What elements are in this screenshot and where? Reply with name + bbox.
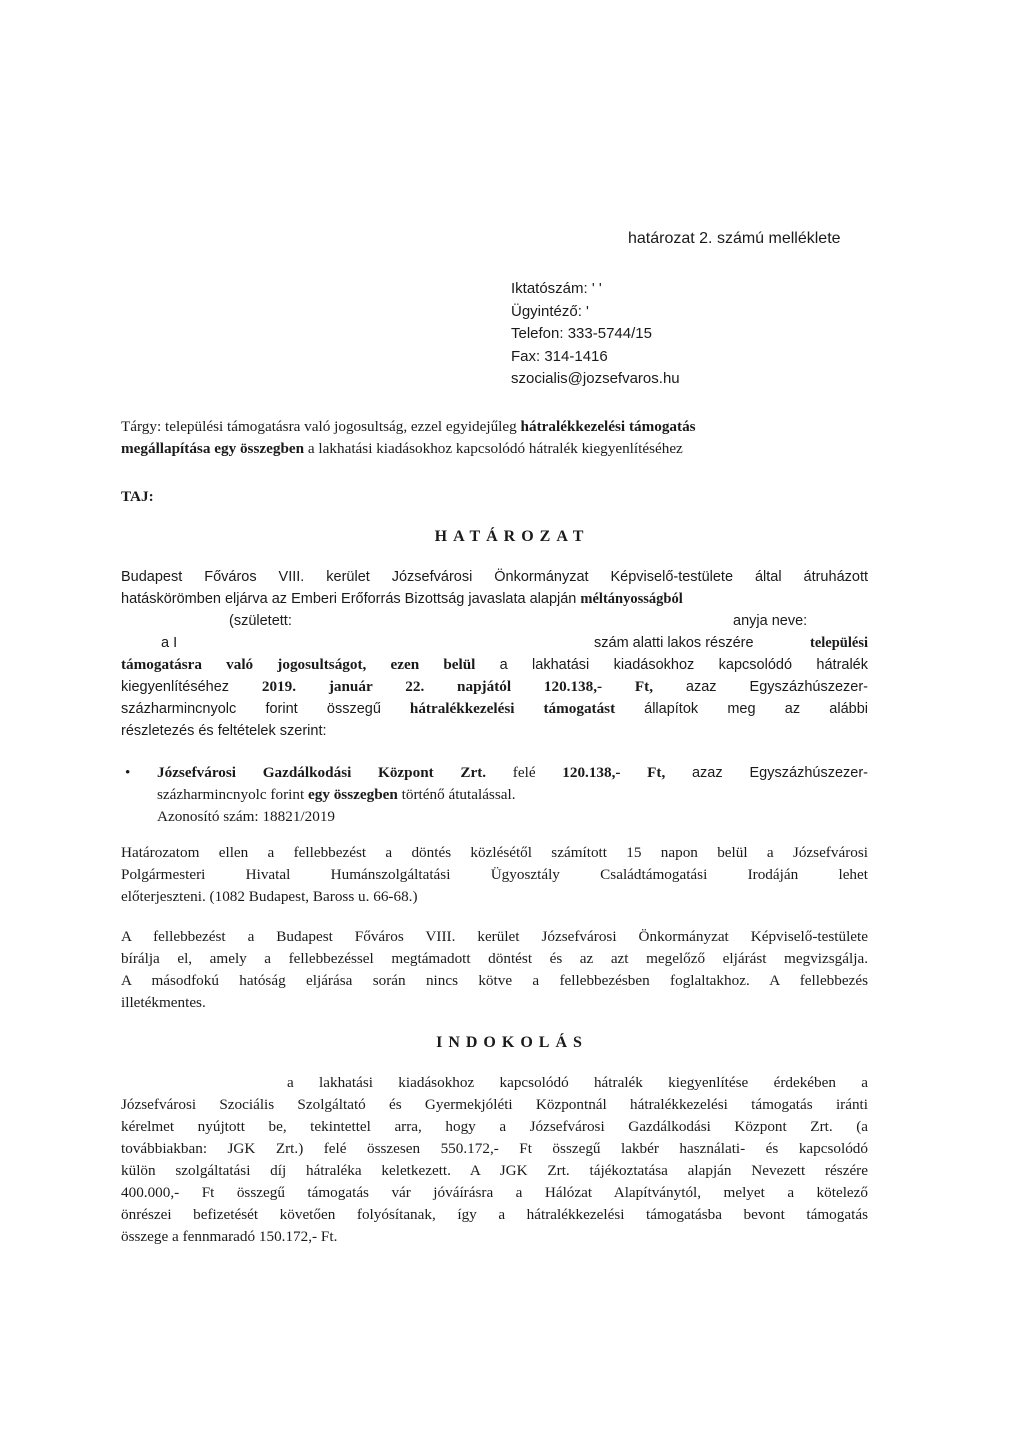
contact-block bbox=[511, 278, 680, 391]
heading-hatarozat: HATÁROZAT bbox=[434, 528, 590, 545]
bullet-icon: • bbox=[125, 764, 131, 781]
payment-item: • Józsefvárosi Gazdálkodási Központ Zrt. felé 120.138,- Ft, azaz Egyszázhúszezer- százharmincnyolc forint egy összegben történő átutalással. Azonosító szám: 18821/2019 bbox=[121, 762, 868, 828]
fax: Fax: 314-1416 bbox=[511, 347, 608, 365]
phone: Telefon: 333-5744/15 bbox=[511, 325, 652, 342]
subject-label: Tárgy: bbox=[121, 418, 162, 435]
subject: Tárgy: települési támogatásra való jogosultság, ezzel egyidejűleg hátralékkezelési támogatás megállapítása egy összegben a lakhatási kiadásokhoz kapcsolódó hátralék kiegyenlítéséhez bbox=[121, 418, 696, 457]
file-number: Iktatószám: ' ' bbox=[511, 280, 602, 297]
appeal-paragraph: Határozatom ellen a fellebbezést a döntés közlésétől számított 15 napon belül a Józsefvárosi Polgármesteri Hivatal Humánszolgáltatási Ügyosztály Családtámogatási Irodáján lehet előterjeszteni. (1082 Budapest, Baross u. 66-68.) bbox=[121, 844, 868, 905]
heading-indoklas: INDOKOLÁS bbox=[436, 1034, 588, 1051]
case-officer: Ügyintéző: ' bbox=[511, 302, 589, 320]
identifier: Azonosító szám: 18821/2019 bbox=[157, 808, 336, 825]
reasoning-paragraph: a lakhatási kiadásokhoz kapcsolódó hátralék kiegyenlítése érdekében a Józsefvárosi Szociális Szolgáltató és Gyermekjóléti Központnál hátralékkezelési támogatás iránti kérelmet nyújtott be, tekintettel arra, hogy a Józsefvárosi Gazdálkodási Központ Zrt. (a továbbiakban: JGK Zrt.) felé összesen 550.172,- Ft összegű lakbér használati- és kapcsolódó külön szolgáltatási díj hátraléka keletkezett. A JGK Zrt. tájékoztatása alapján Nevezett részére 400.000,- Ft összegű támogatás vár jóváírásra a Hálózat Alapítványtól, melyet a kötelező önrészei befizetését követően folyósítanak, így a hátralékkezelési támogatásba bevont támogatás összege a fennmaradó 150.172,- Ft. bbox=[121, 1074, 868, 1245]
taj-label: TAJ: bbox=[121, 488, 154, 505]
appeal-review-paragraph: A fellebbezést a Budapest Főváros VIII. kerület Józsefvárosi Önkormányzat Képviselő-testülete bírálja el, amely a fellebbezéssel megtámadott döntést és az azt megelőző eljárást megvizsgálja. A másodfokú hatóság eljárása során nincs kötve a fellebbezésben foglaltakhoz. A fellebbezés illetékmentes. bbox=[121, 928, 868, 1011]
email: szocialis@jozsefvaros.hu bbox=[511, 370, 680, 387]
decision-paragraph: Budapest Főváros VIII. kerület Józsefvárosi Önkormányzat Képviselő-testülete által átruházott hatáskörömben eljárva az Emberi Erőforrás Bizottság javaslata alapján méltányosságból (született: anyja neve: a I szám alatti lakos részére települési támogatásra való jogosultságot, ezen belül a lakhatási kiadásokhoz kapcsolódó hátralék kiegyenlítéséhez 2019. január 22. napjától 120.138,- Ft, azaz Egyszázhúszezer- százharmincnyolc forint összegű hátralékkezelési támogatást állapítok meg az alábbi részletezés és feltételek szerint: bbox=[121, 569, 869, 739]
annex-label: határozat 2. számú melléklete bbox=[628, 230, 841, 247]
